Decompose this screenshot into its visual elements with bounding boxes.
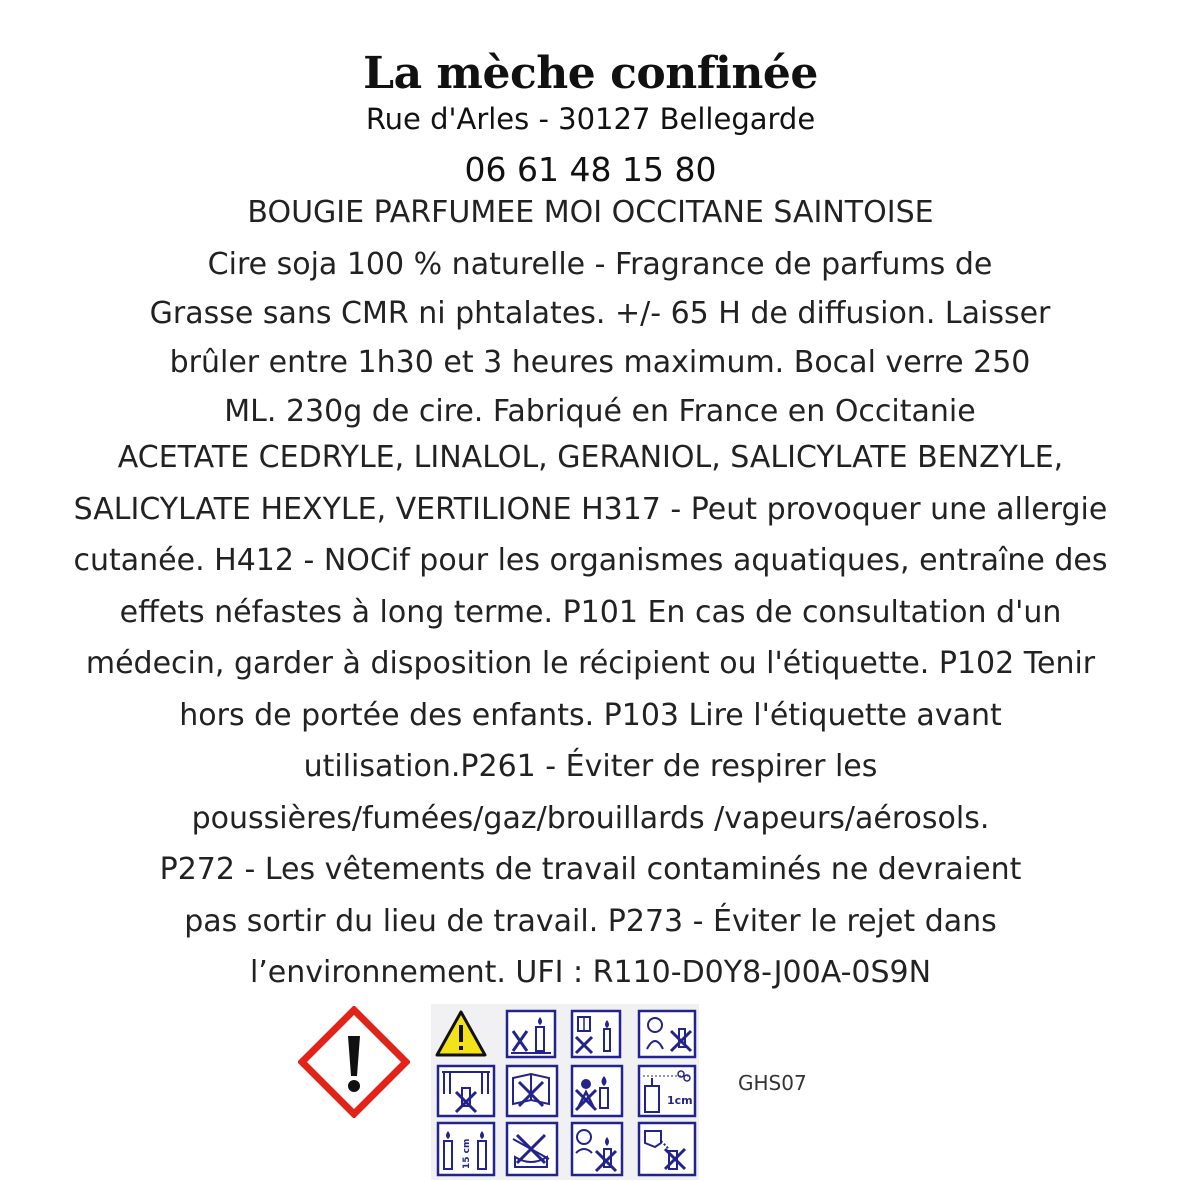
description-line: Cire soja 100 % naturelle - Fragrance de parfums de — [207, 247, 993, 282]
hazard-line: utilisation.P261 - Éviter de respirer les — [303, 749, 878, 784]
phone-number: 06 61 48 15 80 — [464, 150, 717, 189]
candles-spacing-15cm-icon — [438, 1123, 494, 1175]
hazard-line: P272 - Les vêtements de travail contaminés ne devraient — [159, 852, 1022, 887]
candle-safety-pictograms — [431, 1004, 699, 1180]
hazard-line: médecin, garder à disposition le récipient ou l'étiquette. P102 Tenir — [85, 646, 1096, 681]
no-near-curtains-icon — [438, 1066, 494, 1116]
no-blowing-icon — [572, 1123, 622, 1175]
no-near-books-icon — [507, 1066, 557, 1116]
ghs-code-label: GHS07 — [738, 1071, 807, 1095]
description-line: brûler entre 1h30 et 3 heures maximum. Bocal verre 250 — [169, 345, 1031, 380]
hazard-line: SALICYLATE HEXYLE, VERTILIONE H317 - Peut provoquer une allergie — [73, 491, 1108, 527]
hazard-line: effets néfastes à long terme. P101 En cas de consultation d'un — [119, 594, 1062, 630]
hazard-line: pas sortir du lieu de travail. P273 - Éviter le rejet dans — [184, 903, 997, 939]
hazard-line: l’environnement. UFI : R110-D0Y8-J00A-0S9N — [249, 955, 932, 990]
hazard-line: ACETATE CEDRYLE, LINALOL, GERANIOL, SALICYLATE BENZYLE, — [117, 440, 1064, 475]
product-title: BOUGIE PARFUMEE MOI OCCITANE SAINTOISE — [247, 195, 934, 230]
ghs07-exclamation-icon — [298, 1006, 410, 1118]
hazard-statements — [0, 432, 1181, 999]
keep-from-children-pets-icon — [639, 1011, 695, 1057]
no-water-extinguish-icon — [639, 1123, 695, 1175]
wick-length-label: 1cm — [667, 1094, 693, 1107]
hazard-line: hors de portée des enfants. P103 Lire l'étiquette avant — [179, 697, 1002, 733]
hazard-line: poussières/fumées/gaz/brouillards /vapeurs/aérosols. — [191, 800, 990, 836]
no-drafts-icon — [572, 1011, 620, 1057]
description-line: Grasse sans CMR ni phtalates. +/- 65 H de diffusion. Laisser — [149, 296, 1051, 331]
description-line: ML. 230g de cire. Fabriqué en France en Occitanie — [224, 394, 976, 429]
hazard-line: cutanée. H412 - NOCif pour les organismes aquatiques, entraîne des — [73, 543, 1108, 578]
spacing-label: 15 cm — [462, 1138, 472, 1169]
brand-name: La mèche confinée — [363, 48, 818, 99]
no-fire-starting-icon — [507, 1123, 557, 1175]
no-unattended-icon — [572, 1066, 622, 1116]
address: Rue d'Arles - 30127 Bellegarde — [365, 102, 816, 136]
product-description — [60, 240, 1140, 436]
trim-wick-1cm-icon — [639, 1066, 695, 1116]
no-flammable-nearby-icon — [507, 1011, 555, 1057]
